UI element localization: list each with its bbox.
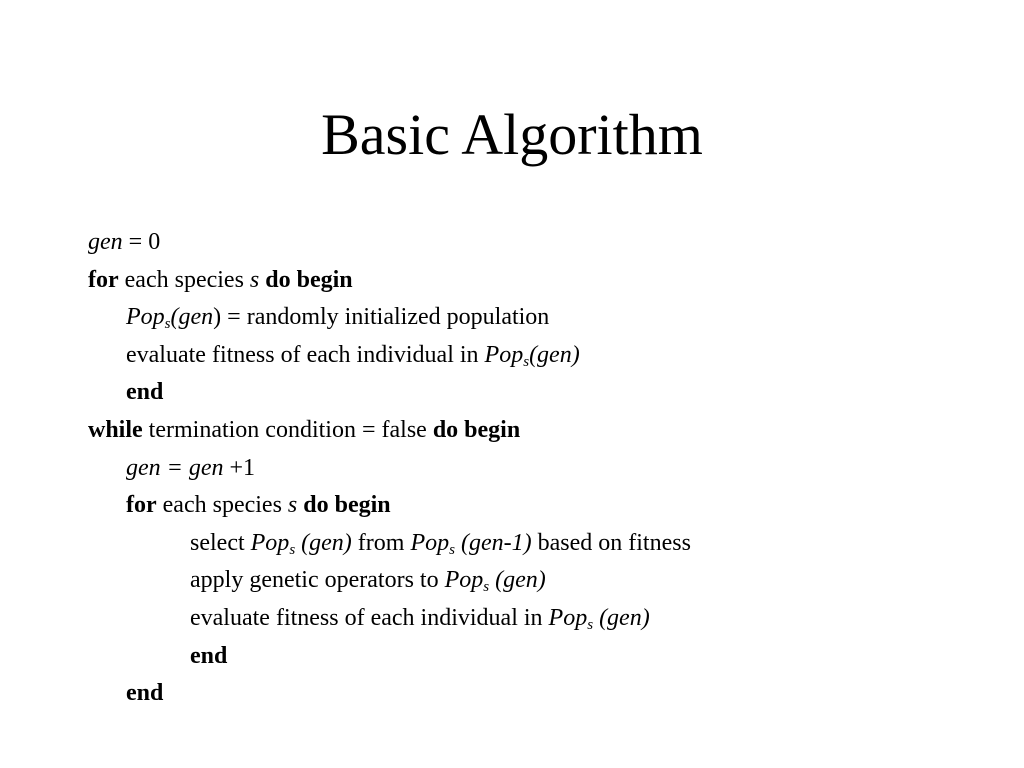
plain-text: +1 xyxy=(223,454,256,481)
code-line xyxy=(88,224,988,262)
italic-text: (gen) xyxy=(295,529,352,556)
italic-text: Pop xyxy=(126,304,165,331)
keyword-text: do begin xyxy=(303,492,391,519)
italic-text: Pop xyxy=(410,529,450,556)
italic-text: s xyxy=(287,492,298,519)
italic-text: (gen) xyxy=(593,604,650,631)
italic-text: Pop xyxy=(444,567,484,594)
code-line xyxy=(88,450,988,488)
italic-text: (gen) xyxy=(529,341,580,368)
italic-text: gen xyxy=(88,229,123,255)
code-line xyxy=(88,262,988,300)
italic-text: gen = gen xyxy=(126,454,224,481)
code-line xyxy=(88,412,988,450)
italic-text: Pop xyxy=(548,604,588,631)
subscript-text: s xyxy=(523,353,530,370)
subscript-text: s xyxy=(449,541,455,558)
code-line xyxy=(88,562,988,600)
plain-text: each species xyxy=(118,266,250,293)
keyword-text: do begin xyxy=(432,416,521,443)
keyword-text: do begin xyxy=(265,266,353,293)
keyword-text: for xyxy=(126,492,157,519)
plain-text: termination condition = false xyxy=(142,416,433,443)
plain-text: apply genetic operators to xyxy=(190,567,445,594)
italic-text: (gen) xyxy=(489,567,546,594)
slide-title: Basic Algorithm xyxy=(321,102,703,167)
subscript-text: s xyxy=(289,541,296,558)
plain-text: = 0 xyxy=(122,229,161,255)
subscript-text: s xyxy=(587,616,594,633)
plain-text: ) = randomly initialized population xyxy=(213,304,550,331)
pseudocode-block xyxy=(88,224,988,713)
code-line xyxy=(88,638,988,676)
plain-text: from xyxy=(351,529,411,556)
keyword-text: end xyxy=(126,379,164,406)
code-line xyxy=(88,487,988,525)
code-line xyxy=(88,337,988,375)
code-line xyxy=(88,675,988,713)
subscript-text: s xyxy=(483,579,490,596)
italic-text: s xyxy=(249,266,260,293)
italic-text: (gen xyxy=(170,304,214,331)
keyword-text: end xyxy=(126,680,164,707)
code-line xyxy=(88,374,988,412)
plain-text: evaluate fitness of each individual in xyxy=(126,341,485,368)
code-line xyxy=(88,600,988,638)
keyword-text: end xyxy=(190,642,228,669)
plain-text: each species xyxy=(156,492,288,519)
keyword-text: while xyxy=(88,416,143,443)
italic-text: Pop xyxy=(250,529,290,556)
subscript-text: s xyxy=(164,316,171,333)
plain-text: evaluate fitness of each individual in xyxy=(190,604,549,631)
keyword-text: for xyxy=(88,266,119,293)
italic-text: Pop xyxy=(484,341,524,368)
plain-text: select xyxy=(190,529,251,556)
italic-text: (gen-1) xyxy=(454,529,532,556)
code-line xyxy=(88,299,988,337)
plain-text: based on fitness xyxy=(531,529,691,556)
code-line xyxy=(88,525,988,563)
